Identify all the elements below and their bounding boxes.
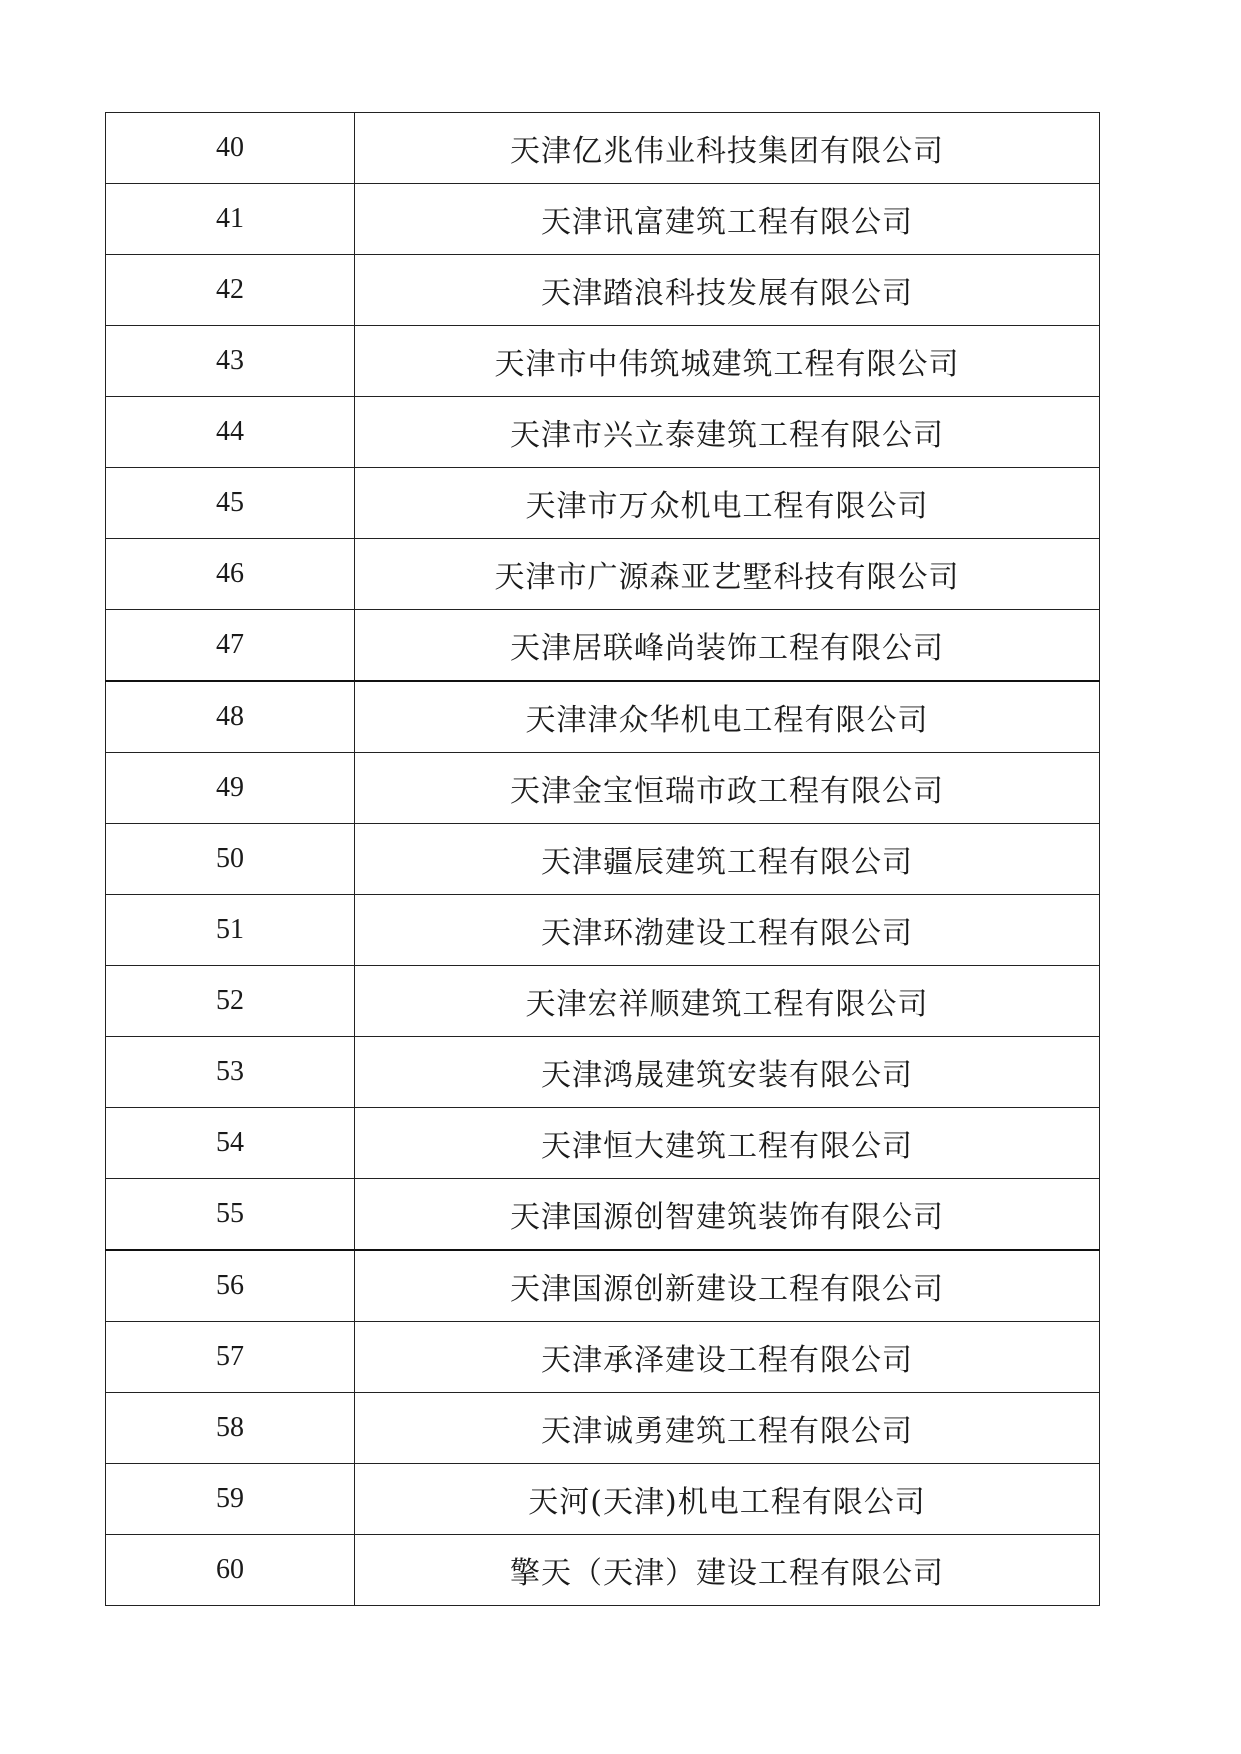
table-row: [106, 326, 1100, 397]
company-name: 天津承泽建设工程有限公司: [355, 1322, 1100, 1393]
company-list-table: [105, 112, 1100, 1606]
table-row: [106, 539, 1100, 610]
table-row: [106, 1322, 1100, 1393]
company-name: 天津踏浪科技发展有限公司: [355, 255, 1100, 326]
row-number: 58: [106, 1393, 355, 1464]
row-number: 53: [106, 1037, 355, 1108]
table-row: [106, 1535, 1100, 1606]
row-number: 47: [106, 610, 355, 682]
table-row: [106, 1179, 1100, 1251]
company-name: 天津津众华机电工程有限公司: [355, 681, 1100, 753]
row-number: 51: [106, 895, 355, 966]
row-number: 41: [106, 184, 355, 255]
table-row: [106, 753, 1100, 824]
table-row: [106, 468, 1100, 539]
row-number: 55: [106, 1179, 355, 1251]
table-row: [106, 895, 1100, 966]
table-row: [106, 1393, 1100, 1464]
company-name: 天津环渤建设工程有限公司: [355, 895, 1100, 966]
company-name: 天津疆辰建筑工程有限公司: [355, 824, 1100, 895]
row-number: 54: [106, 1108, 355, 1179]
table-row: [106, 824, 1100, 895]
table-row: [106, 184, 1100, 255]
company-name: 天津市中伟筑城建筑工程有限公司: [355, 326, 1100, 397]
company-name: 天津居联峰尚装饰工程有限公司: [355, 610, 1100, 682]
table-row: [106, 1037, 1100, 1108]
company-name: 天津诚勇建筑工程有限公司: [355, 1393, 1100, 1464]
table-row: [106, 1108, 1100, 1179]
company-name: 天津国源创智建筑装饰有限公司: [355, 1179, 1100, 1251]
row-number: 40: [106, 113, 355, 184]
row-number: 44: [106, 397, 355, 468]
company-list-body: [106, 113, 1100, 1606]
company-name: 天津宏祥顺建筑工程有限公司: [355, 966, 1100, 1037]
row-number: 42: [106, 255, 355, 326]
table-row: [106, 1464, 1100, 1535]
table-row: [106, 397, 1100, 468]
row-number: 56: [106, 1250, 355, 1322]
table-row: [106, 610, 1100, 682]
row-number: 50: [106, 824, 355, 895]
row-number: 57: [106, 1322, 355, 1393]
company-name: 天津国源创新建设工程有限公司: [355, 1250, 1100, 1322]
company-name: 天津金宝恒瑞市政工程有限公司: [355, 753, 1100, 824]
company-name: 天河(天津)机电工程有限公司: [355, 1464, 1100, 1535]
company-name: 天津恒大建筑工程有限公司: [355, 1108, 1100, 1179]
company-name: 天津市万众机电工程有限公司: [355, 468, 1100, 539]
row-number: 48: [106, 681, 355, 753]
row-number: 60: [106, 1535, 355, 1606]
row-number: 49: [106, 753, 355, 824]
row-number: 59: [106, 1464, 355, 1535]
company-name: 天津市兴立泰建筑工程有限公司: [355, 397, 1100, 468]
table-row: [106, 255, 1100, 326]
company-name: 天津鸿晟建筑安装有限公司: [355, 1037, 1100, 1108]
row-number: 45: [106, 468, 355, 539]
row-number: 52: [106, 966, 355, 1037]
table-row: [106, 966, 1100, 1037]
company-name: 天津市广源森亚艺墅科技有限公司: [355, 539, 1100, 610]
table-row: [106, 113, 1100, 184]
company-name: 天津讯富建筑工程有限公司: [355, 184, 1100, 255]
table-row: [106, 1250, 1100, 1322]
table-row: [106, 681, 1100, 753]
company-name: 天津亿兆伟业科技集团有限公司: [355, 113, 1100, 184]
row-number: 46: [106, 539, 355, 610]
row-number: 43: [106, 326, 355, 397]
company-name: 擎天（天津）建设工程有限公司: [355, 1535, 1100, 1606]
